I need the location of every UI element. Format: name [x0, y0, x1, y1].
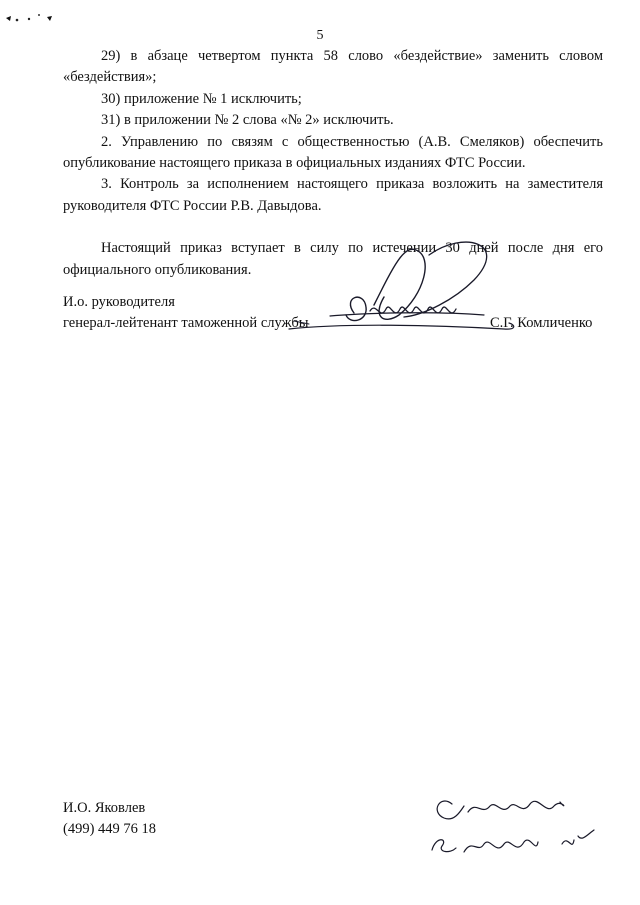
signatory-title-line1: И.о. руководителя [63, 294, 175, 310]
paragraph-item-30: 30) приложение № 1 исключить; [101, 90, 302, 107]
page-number: 5 [316, 28, 324, 43]
handwritten-signature [254, 225, 534, 340]
signatory-title-line2: генерал-лейтенант таможенной службы [63, 315, 309, 331]
handwritten-note [412, 782, 612, 862]
paragraph-item-29: 29) в абзаце четвертом пункта 58 слово «бездействие» заменить словом «бездействия»; [63, 48, 603, 86]
paragraph-point-2: 2. Управлению по связям с общественностью (А.В. Смеляков) обеспечить опубликование настоящего приказа в официальных изданиях ФТС России. [63, 133, 603, 172]
executor-block [63, 798, 156, 840]
signatory-name: С.Г. Комличенко [490, 315, 593, 331]
executor-phone: (499) 449 76 18 [63, 821, 157, 837]
scan-specks [2, 6, 62, 26]
executor-name: И.О. Яковлев [63, 800, 146, 816]
paragraph-item-31: 31) в приложении № 2 слова «№ 2» исключить. [101, 112, 394, 129]
paragraph-effective-date: Настоящий приказ вступает в силу по истечении 30 дней после дня его официального опубликования. [63, 240, 603, 278]
paragraph-point-3: 3. Контроль за исполнением настоящего приказа возложить на заместителя руководителя ФТС России Р.В. Давыдова. [63, 176, 603, 214]
